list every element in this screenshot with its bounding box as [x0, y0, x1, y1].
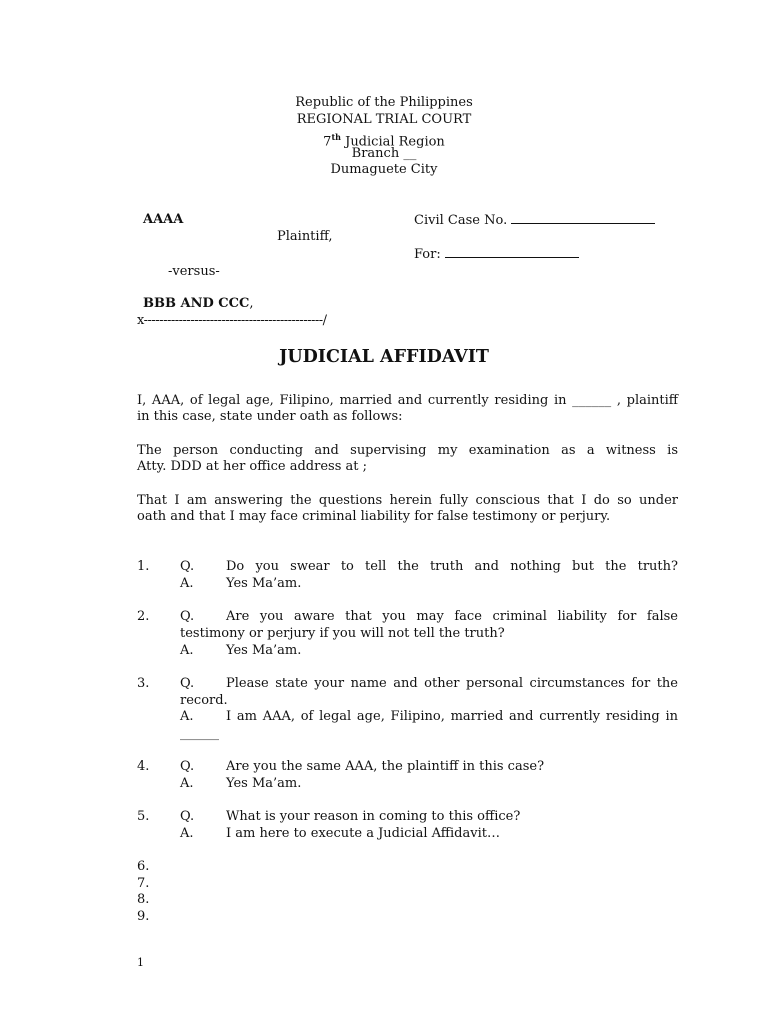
question-tag: Q. [180, 809, 195, 824]
question-text: Do you swear to tell the truth and nothing but the truth? [226, 559, 678, 574]
examiner-line-2: Atty. DDD at her office address at ; [137, 459, 368, 474]
question-number: 2. [137, 609, 150, 624]
answer-text-continued: ______ [180, 726, 219, 741]
question-number: 5. [137, 809, 150, 824]
answer-text: I am here to execute a Judicial Affidavit… [226, 826, 500, 841]
question-text: Are you aware that you may face criminal liability for false [226, 609, 678, 624]
question-tag: Q. [180, 759, 195, 774]
question-text: Please state your name and other personal circumstances for the [226, 676, 678, 691]
empty-item-number: 9. [137, 909, 150, 924]
empty-item-number: 7. [137, 876, 150, 891]
question-text: What is your reason in coming to this office? [226, 809, 521, 824]
question-number: 4. [137, 759, 150, 774]
plaintiff-role: Plaintiff, [277, 229, 333, 244]
answer-tag: A. [180, 826, 194, 841]
question-text-continued: testimony or perjury if you will not tell the truth? [180, 626, 505, 641]
answer-text: Yes Ma’am. [226, 776, 302, 791]
civil-case-blank [511, 212, 655, 224]
case-for: For: [414, 246, 579, 262]
answer-text: Yes Ma’am. [226, 576, 302, 591]
header-city: Dumaguete City [330, 162, 438, 177]
question-number: 1. [137, 559, 150, 574]
page-number: 1 [137, 956, 144, 969]
question-text: Are you the same AAA, the plaintiff in this case? [226, 759, 545, 774]
answer-tag: A. [180, 709, 194, 724]
empty-item-number: 8. [137, 892, 150, 907]
header-republic: Republic of the Philippines [295, 95, 473, 110]
intro-line-1: I, AAA, of legal age, Filipino, married and currently residing in ______ , plaintiff [137, 393, 678, 408]
question-tag: Q. [180, 609, 195, 624]
oath-line-1: That I am answering the questions herein fully conscious that I do so under [137, 493, 678, 508]
header-region: 7th Judicial Region [323, 132, 445, 150]
question-text-continued: record. [180, 693, 228, 708]
question-number: 3. [137, 676, 150, 691]
caption-divider: x----------------------------------------------/ [137, 313, 327, 328]
answer-text: I am AAA, of legal age, Filipino, married and currently residing in [226, 709, 678, 724]
versus-label: -versus- [168, 264, 220, 279]
answer-tag: A. [180, 776, 194, 791]
answer-tag: A. [180, 576, 194, 591]
question-tag: Q. [180, 559, 195, 574]
header-branch: Branch __ [351, 146, 417, 161]
answer-text: Yes Ma’am. [226, 643, 302, 658]
header-court: REGIONAL TRIAL COURT [296, 112, 472, 127]
for-blank [445, 246, 579, 258]
oath-line-2: oath and that I may face criminal liability for false testimony or perjury. [137, 509, 611, 524]
civil-case-number: Civil Case No. [414, 212, 655, 228]
defendants-name: BBB AND CCC, [143, 296, 254, 311]
question-tag: Q. [180, 676, 195, 691]
document-title: JUDICIAL AFFIDAVIT [279, 347, 489, 367]
answer-tag: A. [180, 643, 194, 658]
empty-item-number: 6. [137, 859, 150, 874]
plaintiff-name: AAAA [143, 212, 184, 227]
intro-line-2: in this case, state under oath as follows: [137, 409, 403, 424]
examiner-line-1: The person conducting and supervising my examination as a witness is [137, 443, 678, 458]
